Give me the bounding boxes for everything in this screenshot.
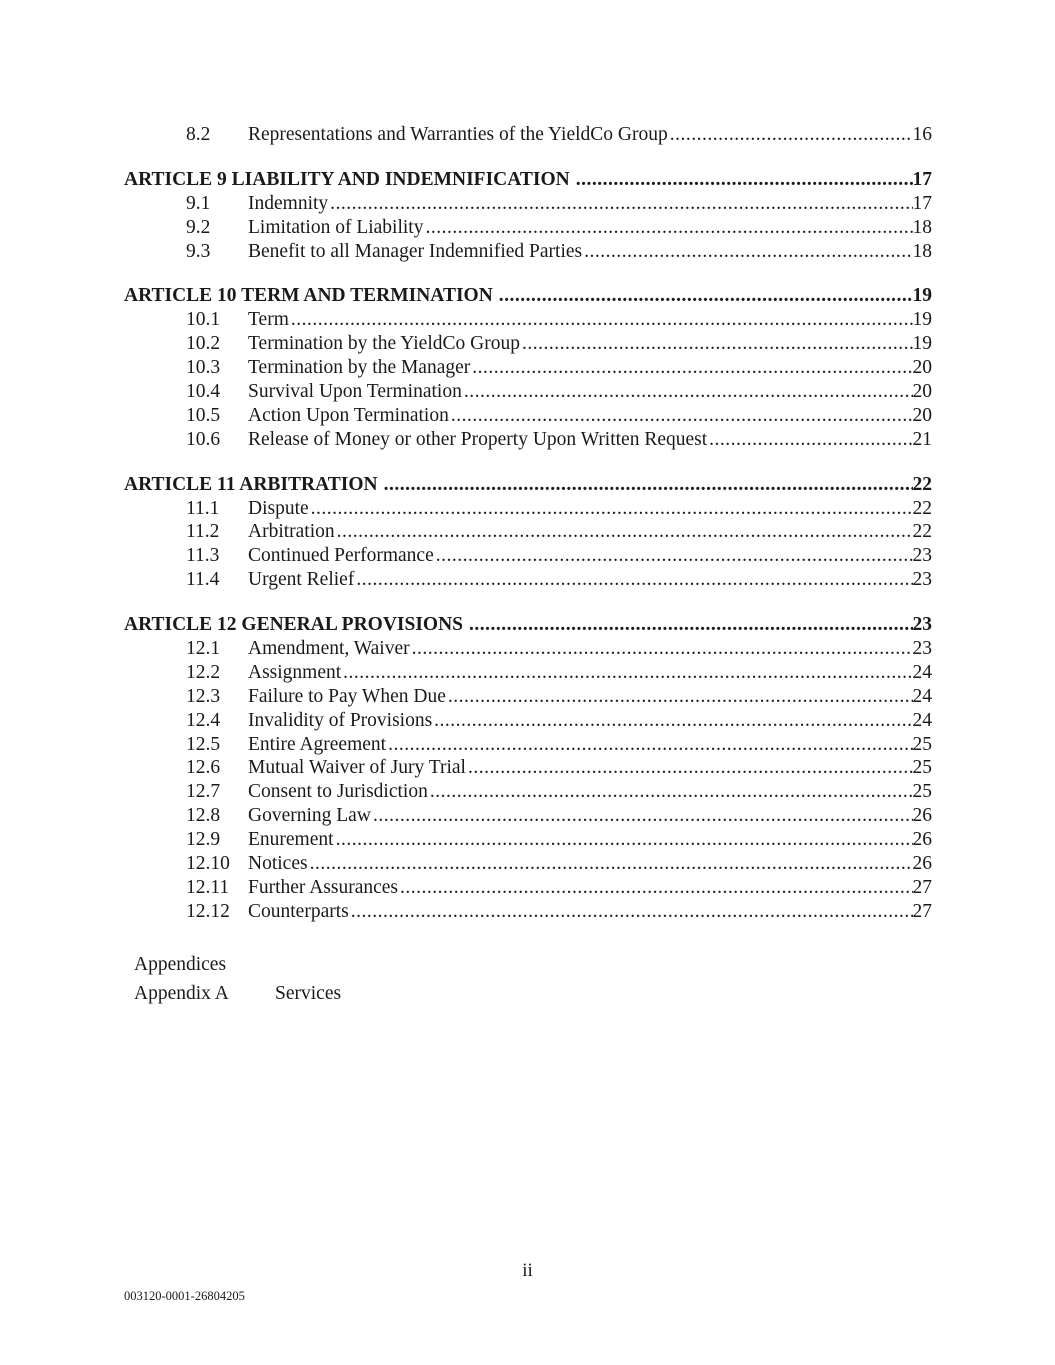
section-title: Enurement — [248, 829, 334, 851]
dot-leader — [384, 473, 913, 497]
section-title: Benefit to all Manager Indemnified Parties — [248, 240, 583, 262]
section-title: Entire Agreement — [248, 733, 387, 755]
page-number: 26 — [912, 805, 932, 827]
dot-leader — [670, 123, 913, 147]
dot-leader — [291, 308, 913, 332]
page-number: 23 — [912, 569, 932, 591]
section-number: 9.2 — [186, 216, 211, 238]
section-title: Governing Law — [248, 805, 371, 827]
toc-entry-10-1[interactable] — [124, 308, 932, 332]
toc-entry-11-2[interactable] — [124, 520, 932, 544]
section-title: Failure to Pay When Due — [248, 685, 446, 707]
toc-entry-12-4[interactable] — [124, 709, 932, 733]
page-number: 27 — [912, 876, 932, 898]
page-number: 26 — [912, 829, 932, 851]
toc-entry-12-9[interactable] — [124, 828, 932, 852]
dot-leader — [400, 876, 912, 900]
page-number: 18 — [912, 216, 932, 238]
section-number: 9.1 — [186, 192, 211, 214]
section-number: 12.12 — [186, 900, 230, 922]
page-number: 19 — [912, 309, 932, 331]
dot-leader — [356, 568, 912, 592]
toc-article-11[interactable] — [124, 473, 932, 497]
article-title: ARTICLE 12 GENERAL PROVISIONS — [124, 614, 464, 636]
section-title: Representations and Warranties of the YieldCo Group — [248, 124, 668, 145]
toc-entry-11-3[interactable] — [124, 544, 932, 568]
page-number: 25 — [912, 733, 932, 755]
dot-leader — [709, 428, 912, 452]
article-title: ARTICLE 11 ARBITRATION — [124, 473, 378, 495]
dot-leader — [330, 192, 912, 216]
section-title: Release of Money or other Property Upon Written Request — [248, 428, 708, 450]
dot-leader — [451, 404, 913, 428]
appendices-heading: Appendices — [134, 954, 227, 975]
appendix-label: Appendix A — [134, 983, 229, 1004]
toc-entry-12-2[interactable] — [124, 661, 932, 685]
section-number: 11.3 — [186, 545, 220, 567]
appendix-title: Services — [275, 983, 342, 1004]
dot-leader — [310, 852, 913, 876]
dot-leader — [584, 240, 912, 264]
section-number: 10.1 — [186, 309, 221, 331]
page-number: 20 — [912, 357, 932, 379]
page-number: 22 — [912, 521, 932, 543]
dot-leader — [576, 168, 913, 192]
dot-leader — [469, 613, 912, 637]
page-number: 25 — [912, 781, 932, 803]
section-number: 12.1 — [186, 638, 221, 660]
page-number: 23 — [912, 545, 932, 567]
toc-article-12[interactable] — [124, 613, 932, 637]
page-number: 19 — [912, 333, 932, 355]
dot-leader — [351, 900, 913, 924]
toc-entry-11-1[interactable] — [124, 497, 932, 521]
section-title: Consent to Jurisdiction — [248, 781, 428, 803]
section-title: Amendment, Waiver — [248, 638, 410, 660]
section-title: Invalidity of Provisions — [248, 709, 433, 731]
page-number: 25 — [912, 757, 932, 779]
page-number: 23 — [912, 638, 932, 660]
dot-leader — [373, 804, 913, 828]
page-number: 24 — [912, 709, 932, 731]
dot-leader — [343, 661, 912, 685]
toc-entry-9-2[interactable] — [124, 216, 932, 240]
section-title: Limitation of Liability — [248, 216, 424, 238]
section-title: Continued Performance — [248, 545, 434, 567]
dot-leader — [337, 520, 913, 544]
appendices-section — [134, 950, 341, 1008]
page-number: 27 — [912, 900, 932, 922]
toc-article-9[interactable] — [124, 168, 932, 192]
toc-entry-8-2[interactable] — [124, 123, 932, 147]
page-number: 16 — [912, 124, 932, 145]
page-number: 26 — [912, 853, 932, 875]
page-number-footer: ii — [522, 1260, 533, 1281]
section-title: Indemnity — [248, 192, 329, 214]
section-title: Mutual Waiver of Jury Trial — [248, 757, 466, 779]
dot-leader — [464, 380, 913, 404]
section-number: 11.1 — [186, 497, 220, 519]
section-title: Notices — [248, 853, 308, 875]
section-number: 12.3 — [186, 685, 221, 707]
section-number: 11.2 — [186, 521, 220, 543]
section-title: Counterparts — [248, 900, 349, 922]
section-title: Term — [248, 309, 289, 331]
section-number: 12.6 — [186, 757, 221, 779]
section-title: Action Upon Termination — [248, 404, 449, 426]
section-number: 8.2 — [186, 124, 211, 145]
toc-entry-10-2[interactable] — [124, 332, 932, 356]
section-number: 10.4 — [186, 381, 221, 403]
dot-leader — [388, 733, 912, 757]
section-title: Termination by the YieldCo Group — [248, 333, 520, 355]
toc-entry-10-3[interactable] — [124, 356, 932, 380]
toc-entry-12-5[interactable] — [124, 733, 932, 757]
dot-leader — [436, 544, 913, 568]
toc-entry-10-5[interactable] — [124, 404, 932, 428]
page-number: 17 — [912, 168, 932, 190]
page-number: 20 — [912, 404, 932, 426]
dot-leader — [434, 709, 912, 733]
section-number: 12.2 — [186, 661, 221, 683]
toc-entry-12-3[interactable] — [124, 685, 932, 709]
toc-entry-9-1[interactable] — [124, 192, 932, 216]
section-number: 12.9 — [186, 829, 221, 851]
article-title: ARTICLE 10 TERM AND TERMINATION — [124, 285, 493, 307]
toc-article-10[interactable] — [124, 284, 932, 308]
section-number: 12.5 — [186, 733, 221, 755]
toc-entry-12-11[interactable] — [124, 876, 932, 900]
section-number: 12.4 — [186, 709, 221, 731]
toc-entry-12-12[interactable] — [124, 900, 932, 924]
section-number: 11.4 — [186, 569, 220, 591]
section-title: Urgent Relief — [248, 569, 355, 591]
article-title: ARTICLE 9 LIABILITY AND INDEMNIFICATION — [124, 168, 570, 190]
toc-entry-9-3[interactable] — [124, 240, 932, 264]
dot-leader — [412, 637, 913, 661]
page-number: 24 — [912, 661, 932, 683]
dot-leader — [472, 356, 912, 380]
dot-leader — [425, 216, 912, 240]
toc-entry-12-6[interactable] — [124, 756, 932, 780]
section-number: 12.7 — [186, 781, 221, 803]
page-number: 17 — [912, 192, 932, 214]
section-title: Assignment — [248, 661, 342, 683]
dot-leader — [430, 780, 913, 804]
section-title: Survival Upon Termination — [248, 381, 462, 403]
section-title: Dispute — [248, 497, 309, 519]
page-number: 19 — [912, 285, 932, 307]
section-title: Termination by the Manager — [248, 357, 471, 379]
page-number: 18 — [912, 240, 932, 262]
section-number: 10.3 — [186, 357, 221, 379]
section-number: 10.5 — [186, 404, 221, 426]
dot-leader — [468, 756, 913, 780]
dot-leader — [311, 497, 913, 521]
toc-entry-12-8[interactable] — [124, 804, 932, 828]
section-title: Further Assurances — [248, 876, 399, 898]
toc-entry-10-6[interactable] — [124, 428, 932, 452]
toc-entry-10-4[interactable] — [124, 380, 932, 404]
section-number: 12.8 — [186, 805, 221, 827]
toc-entry-12-10[interactable] — [124, 852, 932, 876]
dot-leader — [522, 332, 913, 356]
page-number: 23 — [912, 614, 932, 636]
toc-entry-12-1[interactable] — [124, 637, 932, 661]
section-number: 10.2 — [186, 333, 221, 355]
toc-entry-11-4[interactable] — [124, 568, 932, 592]
page-number: 22 — [912, 473, 932, 495]
section-title: Arbitration — [248, 521, 335, 543]
dot-leader — [336, 828, 913, 852]
page-number: 22 — [912, 497, 932, 519]
page-number: 21 — [912, 428, 932, 450]
section-number: 10.6 — [186, 428, 221, 450]
table-of-contents — [124, 123, 932, 924]
appendix-a-entry[interactable] — [134, 979, 341, 1008]
toc-entry-12-7[interactable] — [124, 780, 932, 804]
dot-leader — [448, 685, 913, 709]
page-number: 20 — [912, 381, 932, 403]
section-number: 12.11 — [186, 876, 230, 898]
dot-leader — [499, 284, 913, 308]
document-code: 003120-0001-26804205 — [124, 1289, 245, 1303]
section-number: 12.10 — [186, 853, 230, 875]
section-number: 9.3 — [186, 240, 211, 262]
page-number: 24 — [912, 685, 932, 707]
